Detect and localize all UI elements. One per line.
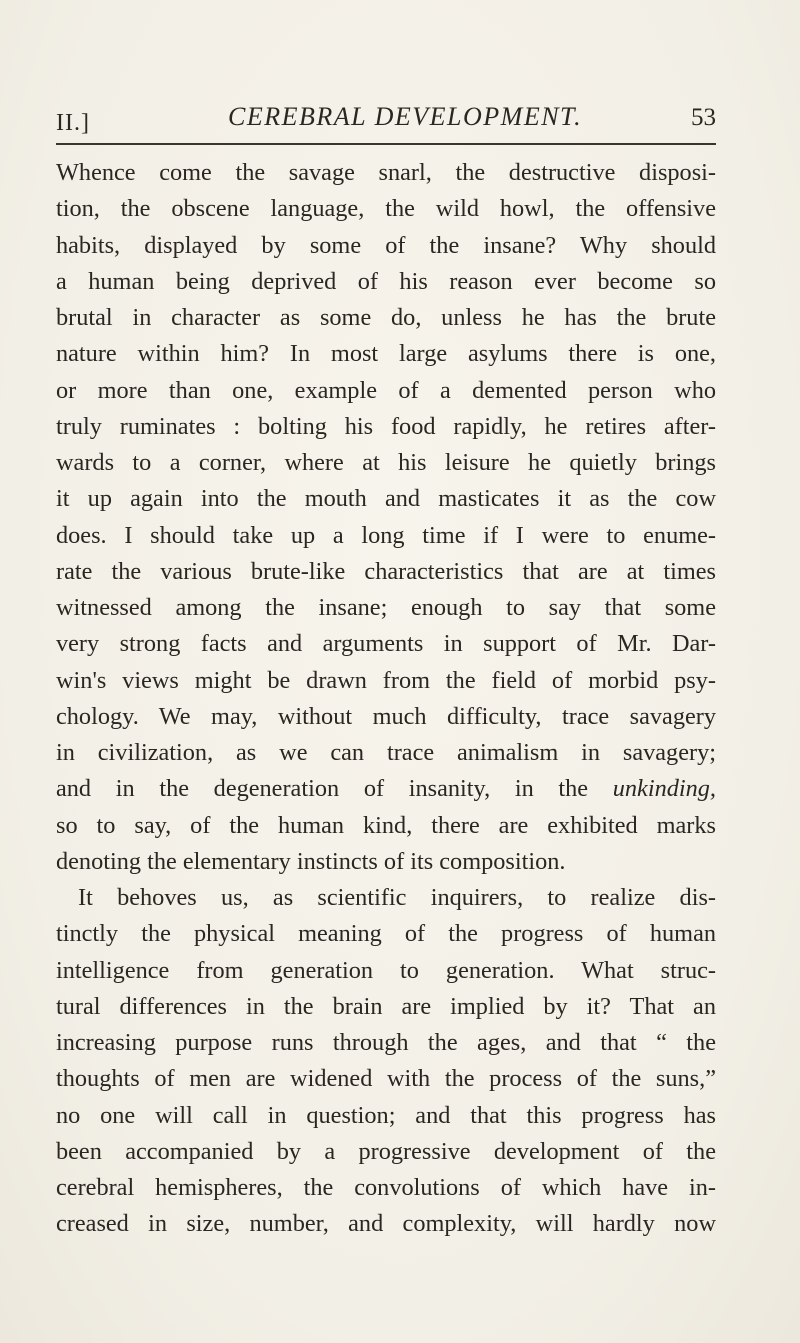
text-line: tinctly the physical meaning of the progress of human <box>56 920 716 948</box>
text-line: it up again into the mouth and masticates it as the cow <box>56 485 716 513</box>
text-line: does. I should take up a long time if I were to enume- <box>56 521 716 549</box>
page-number: 53 <box>691 104 716 131</box>
text-line: Whence come the savage snarl, the destructive disposi- <box>56 159 716 186</box>
chapter-marker: II.] <box>56 110 90 136</box>
text-line: very strong facts and arguments in support of Mr. Dar- <box>56 630 716 658</box>
text-line-with-italic <box>56 771 716 807</box>
text-line: or more than one, example of a demented person who <box>56 376 716 404</box>
line-text: and in the degeneration of insanity, in the <box>56 775 613 803</box>
text-line: witnessed among the insane; enough to say that some <box>56 594 716 621</box>
text-line: nature within him? In most large asylums there is one, <box>56 340 716 368</box>
text-line: increasing purpose runs through the ages, and that “ the <box>56 1029 716 1056</box>
text-line: cerebral hemispheres, the convolutions of which have in- <box>56 1174 716 1201</box>
text-line-paragraph-end: denoting the elementary instincts of its composition. <box>56 847 566 875</box>
text-line: thoughts of men are widened with the process of the suns,” <box>56 1065 716 1093</box>
text-line: so to say, of the human kind, there are exhibited marks <box>56 811 716 839</box>
text-line: chology. We may, without much difficulty, trace savagery <box>56 702 716 730</box>
text-line: rate the various brute-like characteristics that are at times <box>56 557 716 585</box>
text-line: wards to a corner, where at his leisure he quietly brings <box>56 449 716 476</box>
text-line: truly ruminates : bolting his food rapidly, he retires after- <box>56 412 716 440</box>
text-line: win's views might be drawn from the field of morbid psy- <box>56 666 716 694</box>
text-line: tural differences in the brain are implied by it? That an <box>56 992 716 1020</box>
italic-word: unkinding, <box>612 775 716 803</box>
text-line: in civilization, as we can trace animalism in savagery; <box>56 739 716 766</box>
text-line: tion, the obscene language, the wild howl, the offensive <box>56 195 716 223</box>
header-rule <box>56 143 716 145</box>
text-line: a human being deprived of his reason ever become so <box>56 267 716 295</box>
text-line: habits, displayed by some of the insane? Why should <box>56 231 716 259</box>
text-line-paragraph-start: It behoves us, as scientific inquirers, to realize dis- <box>78 884 716 911</box>
text-line: intelligence from generation to generation. What struc- <box>56 956 716 984</box>
text-line: creased in size, number, and complexity, will hardly now <box>56 1210 716 1238</box>
text-line: no one will call in question; and that this progress has <box>56 1101 716 1129</box>
running-title: CEREBRAL DEVELOPMENT. <box>228 102 583 131</box>
text-line: been accompanied by a progressive development of the <box>56 1137 716 1165</box>
body-text <box>56 155 716 1243</box>
running-head <box>56 100 716 140</box>
text-line: brutal in character as some do, unless he has the brute <box>56 304 716 331</box>
